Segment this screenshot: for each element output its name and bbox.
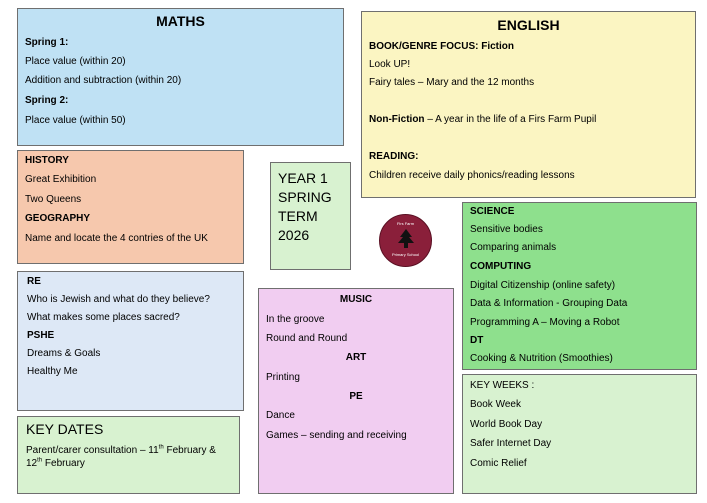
key-week-item: Book Week bbox=[470, 399, 521, 410]
pe-title: PE bbox=[349, 391, 363, 402]
nonfiction-label: Non-Fiction bbox=[369, 114, 425, 125]
history-line: Two Queens bbox=[25, 194, 82, 205]
pe-line: Games – sending and receiving bbox=[266, 430, 407, 441]
music-line: In the groove bbox=[266, 314, 325, 325]
key-date-line bbox=[26, 445, 216, 457]
re-line: What makes some places sacred? bbox=[27, 312, 180, 323]
computing-line: Digital Citizenship (online safety) bbox=[470, 280, 616, 291]
maths-line: Addition and subtraction (within 20) bbox=[25, 75, 182, 86]
science-line: Comparing animals bbox=[470, 242, 557, 253]
term-season: SPRING bbox=[278, 189, 332, 205]
key-week-item: Comic Relief bbox=[470, 458, 527, 469]
key-date-sup: th bbox=[37, 457, 43, 464]
key-dates-title: KEY DATES bbox=[26, 421, 104, 437]
term-year: 2026 bbox=[278, 227, 310, 243]
computing-line: Programming A – Moving a Robot bbox=[470, 317, 620, 328]
maths-line: Place value (within 20) bbox=[25, 56, 126, 67]
re-title: RE bbox=[27, 276, 41, 287]
maths-line: Place value (within 50) bbox=[25, 115, 126, 126]
maths-panel bbox=[17, 8, 344, 146]
english-panel bbox=[361, 11, 696, 198]
re-panel bbox=[17, 271, 244, 411]
art-line: Printing bbox=[266, 372, 300, 383]
key-date-text: Parent/carer consultation – 11 bbox=[26, 445, 159, 456]
school-logo bbox=[379, 214, 432, 267]
science-line: Sensitive bodies bbox=[470, 224, 543, 235]
history-title: HISTORY bbox=[25, 155, 69, 166]
year-term-panel bbox=[270, 162, 351, 270]
history-line: Great Exhibition bbox=[25, 174, 97, 185]
geography-line: Name and locate the 4 contries of the UK bbox=[25, 233, 208, 244]
re-line: Who is Jewish and what do they believe? bbox=[27, 294, 210, 305]
key-date-text: 12 bbox=[26, 458, 38, 469]
maths-title: MATHS bbox=[156, 13, 205, 29]
science-title: SCIENCE bbox=[470, 206, 515, 217]
logo-bottom-text: Primary School bbox=[391, 252, 420, 257]
key-week-item: World Book Day bbox=[470, 419, 543, 430]
english-line: Look UP! bbox=[369, 59, 411, 70]
science-panel bbox=[462, 202, 697, 370]
computing-line: Data & Information - Grouping Data bbox=[470, 298, 628, 309]
history-panel bbox=[17, 150, 244, 264]
pe-line: Dance bbox=[266, 410, 295, 421]
english-nonfiction bbox=[369, 114, 596, 126]
term-label: TERM bbox=[278, 208, 318, 224]
key-date-text: February & bbox=[163, 445, 216, 456]
english-focus-label: BOOK/GENRE FOCUS: Fiction bbox=[369, 41, 514, 52]
geography-title: GEOGRAPHY bbox=[25, 213, 91, 224]
maths-spring2-label: Spring 2: bbox=[25, 95, 69, 106]
music-line: Round and Round bbox=[266, 333, 348, 344]
english-line: Fairy tales – Mary and the 12 months bbox=[369, 77, 535, 88]
music-title: MUSIC bbox=[339, 294, 373, 305]
computing-title: COMPUTING bbox=[470, 261, 532, 272]
pshe-title: PSHE bbox=[27, 330, 55, 341]
key-date-sup: th bbox=[158, 444, 164, 451]
key-date-text: February bbox=[42, 458, 85, 469]
english-title: ENGLISH bbox=[497, 17, 560, 33]
pshe-line: Healthy Me bbox=[27, 366, 78, 377]
art-title: ART bbox=[345, 352, 367, 363]
dt-line: Cooking & Nutrition (Smoothies) bbox=[470, 353, 613, 364]
logo-top-text: Firs Farm bbox=[396, 221, 415, 226]
dt-title: DT bbox=[470, 335, 484, 346]
maths-spring1-label: Spring 1: bbox=[25, 37, 69, 48]
key-dates-panel bbox=[17, 416, 240, 494]
key-weeks-title: KEY WEEKS : bbox=[470, 380, 535, 391]
music-panel bbox=[258, 288, 454, 494]
nonfiction-text: – A year in the life of a Firs Farm Pupil bbox=[424, 114, 597, 125]
key-week-item: Safer Internet Day bbox=[470, 438, 552, 449]
key-date-line bbox=[26, 458, 85, 470]
pshe-line: Dreams & Goals bbox=[27, 348, 101, 359]
english-reading-label: READING: bbox=[369, 151, 419, 162]
english-reading-text: Children receive daily phonics/reading lessons bbox=[369, 170, 575, 181]
year-label: YEAR 1 bbox=[278, 170, 328, 186]
key-weeks-panel bbox=[462, 374, 697, 494]
tree-icon bbox=[395, 228, 417, 250]
